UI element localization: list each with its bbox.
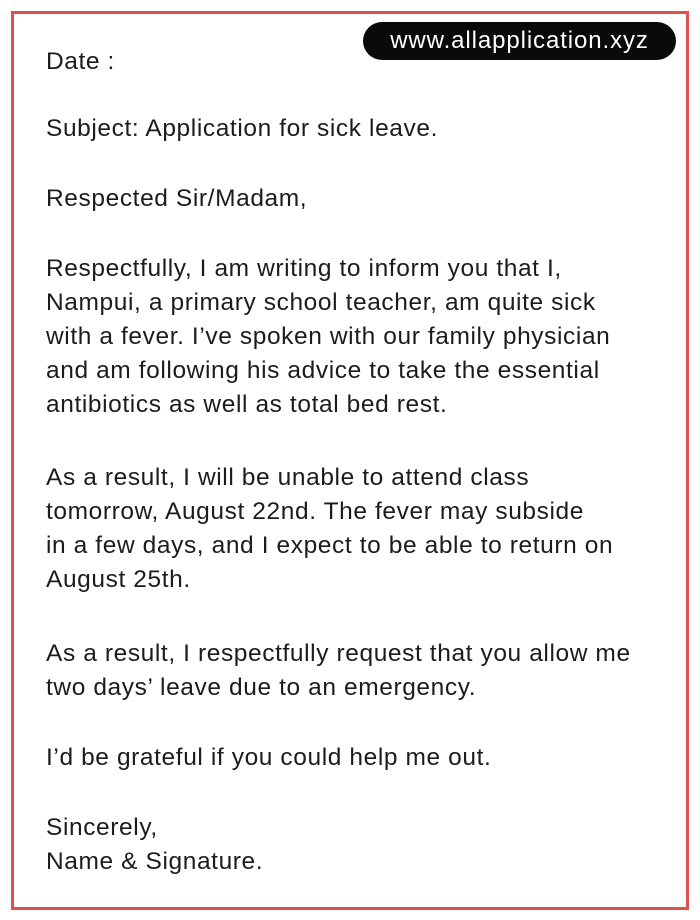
body-paragraph-2	[46, 461, 613, 597]
body-paragraph-1	[46, 252, 610, 422]
paragraph-line: antibiotics as well as total bed rest.	[46, 391, 448, 418]
paragraph-line: tomorrow, August 22nd. The fever may subside	[46, 498, 585, 525]
paragraph-line: August 25th.	[46, 566, 191, 593]
closing-text: Sincerely,	[46, 814, 158, 841]
subject-line	[46, 112, 438, 146]
paragraph-line: in a few days, and I expect to be able to return on	[46, 532, 614, 559]
paragraph-line: I’d be grateful if you could help me out.	[46, 744, 492, 771]
subject-text: Subject: Application for sick leave.	[46, 115, 439, 142]
closing-block	[46, 811, 263, 879]
paragraph-line: with a fever. I’ve spoken with our family physician	[46, 323, 611, 350]
signature-text: Name & Signature.	[46, 848, 264, 875]
salutation-text: Respected Sir/Madam,	[46, 185, 308, 212]
paragraph-line: As a result, I respectfully request that you allow me	[46, 640, 631, 667]
body-paragraph-4	[46, 741, 491, 775]
date-label: Date :	[46, 48, 115, 75]
paragraph-line: As a result, I will be unable to attend class	[46, 464, 530, 491]
salutation	[46, 182, 307, 216]
watermark-badge: www.allapplication.xyz	[363, 22, 676, 60]
date-line	[46, 45, 115, 79]
paragraph-line: Respectfully, I am writing to inform you that I,	[46, 255, 562, 282]
paragraph-line: Nampui, a primary school teacher, am quite sick	[46, 289, 596, 316]
body-paragraph-3	[46, 637, 631, 705]
paragraph-line: and am following his advice to take the essential	[46, 357, 600, 384]
paragraph-line: two days’ leave due to an emergency.	[46, 674, 477, 701]
